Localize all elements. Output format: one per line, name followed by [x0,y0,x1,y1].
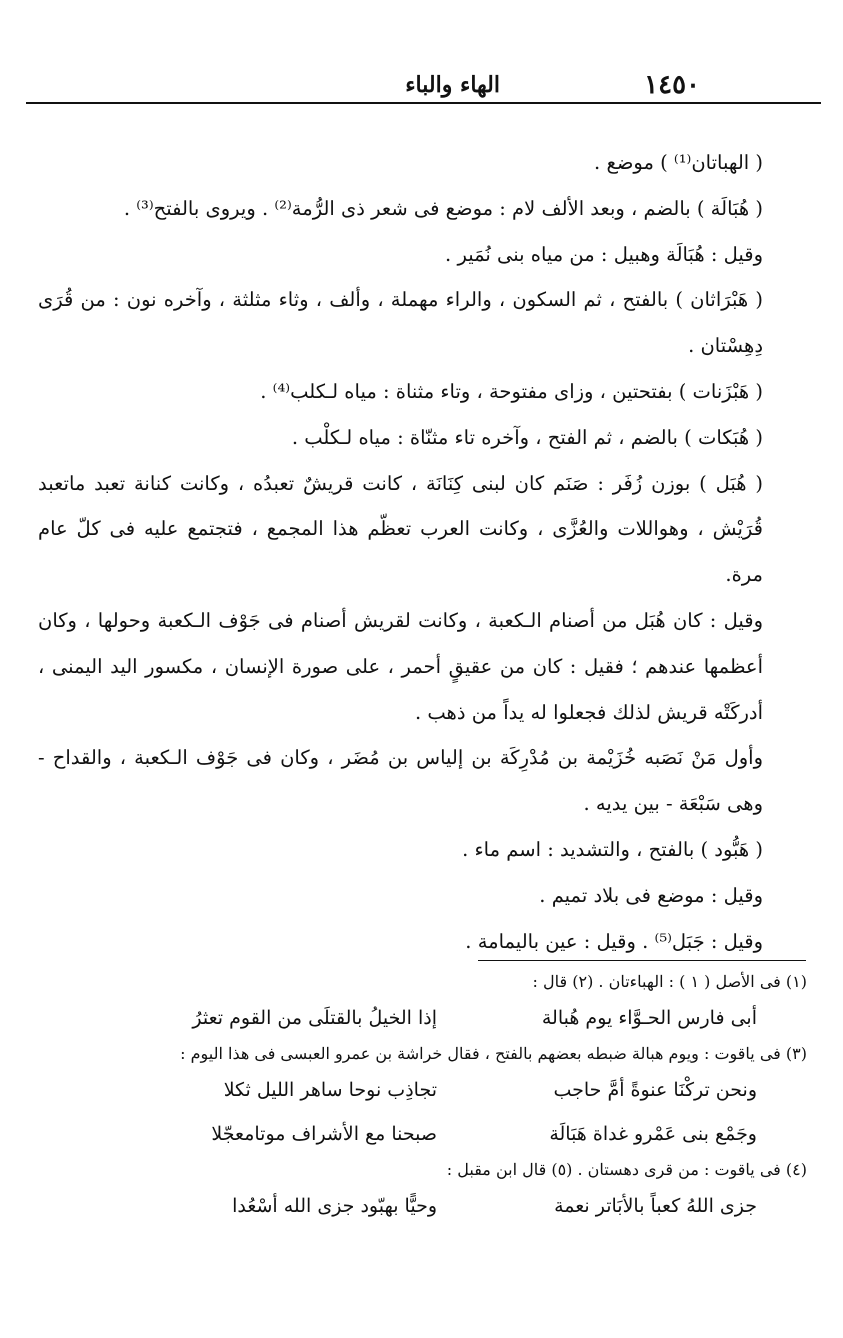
verse-2-second-half: تجاذِب نوحا ساهر الليل ثكلا [223,1079,437,1101]
verse-3 [40,1112,807,1156]
entry-habbud-note-2: وقيل : جَبَل⁽⁵⁾ . وقيل : عين باليمامة . [465,929,763,953]
entry-hubala: ( هُبَالَة ) بالضم ، وبعد الألف لام : موضع فى شعر ذى الرُّمة⁽²⁾ . ويروى بالفتح⁽³⁾ . [123,196,763,220]
verse-2-first-half: ونحن تركْنَا عنوةً أمَّ حاجب [553,1079,757,1101]
verse-4-second-half: وحيًّا بهبّود جزى الله أسْعُدا [232,1195,437,1217]
header-rule [26,102,821,104]
entry-hubakat: ( هُبَكات ) بالضم ، ثم الفتح ، وآخره تاء مثنّاة : مياه لـكلْب . [291,425,763,449]
verse-1-second-half: إذا الخيلُ بالقتلَى من القوم تعثرُ [192,1007,437,1029]
entry-hubal-note-1: وقيل : كان هُبَل من أصنام الـكعبة ، وكانت لقريش أصنام فى جَوْف الـكعبة وحولها ، وكان أعظمها عندهم ؛ فقيل : كان من عقيقٍ أحمر ، على صورة الإنسان ، مكسور اليد اليمنى ، أدركَتْه قريش لذلك فجعلوا له يداً من ذهب . [38,608,763,724]
main-text [38,140,815,964]
footnotes [40,968,807,1228]
verse-3-second-half: صبحنا مع الأشراف موتامعجّلا [211,1123,437,1145]
page-header [30,62,820,102]
verse-2 [40,1068,807,1112]
entry-habrathan: ( هَبْرَاثان ) بالفتح ، ثم السكون ، والراء مهملة ، وألف ، وثاء مثلثة ، وآخره نون : من قُرَى دِهِسْتان . [38,288,763,358]
entry-habbud-note-1: وقيل : موضع فى بلاد تميم . [539,883,763,907]
verse-1 [40,996,807,1040]
entry-hubal-note-2: وأول مَنْ نَصَبه خُزَيْمة بن مُدْرِكَة بن إلياس بن مُضَر ، وكان فى جَوْف الـكعبة ، والقداح - وهى سَبْعَة - بين يديه . [38,746,763,816]
entry-hibatan: ( الهباتان⁽¹⁾ ) موضع . [594,151,763,174]
footnote-rule [478,960,806,961]
verse-1-first-half: أبى فارس الحـوَّاء يوم هُبالة [541,1007,757,1029]
verse-4 [40,1184,807,1228]
verse-3-first-half: وجَمْع بنى عَمْرو غداة هَبَالَة [549,1123,757,1145]
footnote-4-5: (٤) فى ياقوت : من قرى دهستان . (٥) قال ابن مقبل : [446,1160,807,1179]
verse-4-first-half: جزى اللهُ كعباً بالأبَاتر نعمة [554,1195,757,1217]
running-title: الهاء والباء [405,72,500,98]
page-number: ١٤٥٠ [644,70,700,100]
entry-hubala-note: وقيل : هُبَالَة وهبيل : من مياه بنى نُمَير . [445,242,763,266]
footnote-1-2: (١) فى الأصل ( ١ ) : الهباءتان . (٢) قال : [532,972,807,991]
entry-habbud: ( هَبُّود ) بالفتح ، والتشديد : اسم ماء . [462,837,763,861]
entry-habzanat: ( هَبْزَنات ) بفتحتين ، وزاى مفتوحة ، وتاء مثناة : مياه لـكلب⁽⁴⁾ . [260,379,763,403]
footnote-3: (٣) فى ياقوت : ويوم هبالة ضبطه بعضهم بالفتح ، فقال خراشة بن عمرو العبسى فى هذا اليوم : [180,1044,807,1063]
entry-hubal: ( هُبَل ) بوزن زُفَر : صَنَم كان لبنى كِنَانَة ، كانت قريشٌ تعبدُه ، وكانت كنانة تعبد ماتعبد قُرَيْش ، وهواللات والعُزَّى ، وكانت العرب تعظّم هذا المجمع ، فتجتمع عليه فى كلّ عام مرة. [38,471,763,587]
